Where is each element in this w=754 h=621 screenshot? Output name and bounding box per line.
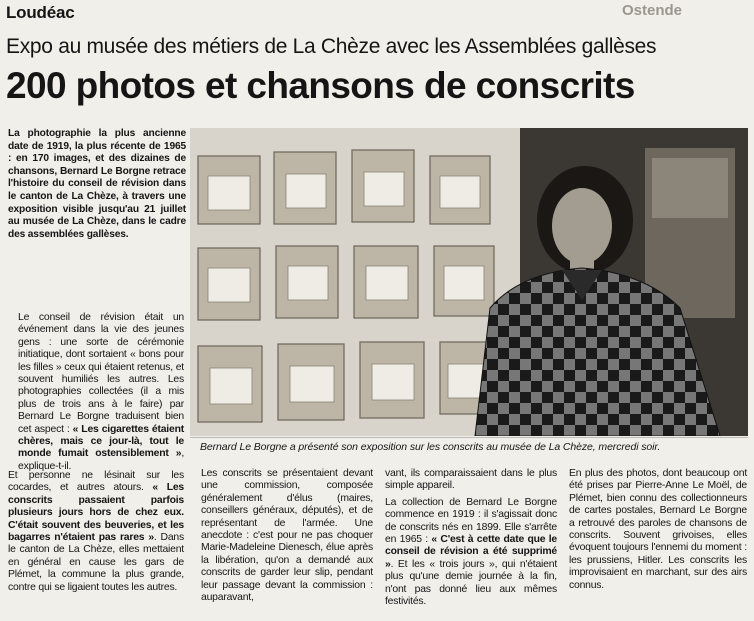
article-column-1-cont — [8, 470, 184, 598]
column-4-paragraph: En plus des photos, dont beaucoup ont été prises par Pierre-Anne Le Moël, de Plémet, bien connu des collectionneurs de cartes postales, Bernard Le Borgne a retrouvé des paroles de chansons de conscrits. Souvent grivoises, elles évoquent toujours l'ennemi du moment : les prussiens, Hitler. Les conscrits les improvisaient en marchant, sur des airs connus. — [569, 468, 747, 591]
column-3-text-end: . Et les « trois jours », qui n'étaient plus qu'une demie journée à la fin, n'ont pas donné lieu aux mêmes festivités. — [385, 558, 557, 608]
article-subtitle: Expo au musée des métiers de La Chèze avec les Assemblées gallèses — [6, 35, 657, 58]
column-3-text: La collection de Bernard Le Borgne commence en 1919 : il s'agissait donc de conscrits nés en 1899. Elle s'arrête en 1965 : — [385, 496, 557, 546]
article-column-2 — [201, 468, 373, 608]
column-1-text-end: , explique-t-il. — [18, 448, 184, 472]
column-3-quote: « C'est à cette date que le conseil de révision a été supprimé » — [385, 534, 557, 570]
exhibition-photo — [190, 128, 748, 436]
column-1-p2-text: Et personne ne lésinait sur les cocardes, et autres atours. — [8, 470, 184, 494]
photo-caption: Bernard Le Borgne a présenté son exposition sur les conscrits au musée de La Chèze, mercredi soir. — [200, 441, 661, 453]
column-1-p2-quote: « Les conscrits passaient parfois plusieurs jours hors de chez eux. C'était souvent des beuveries, et les bagarres n'étaient pas rares » — [8, 482, 184, 544]
article-column-3 — [385, 468, 557, 612]
column-1-paragraph-2 — [8, 470, 184, 594]
photo-rule — [190, 437, 748, 438]
article-headline: 200 photos et chansons de conscrits — [6, 65, 635, 106]
column-1-text: Le conseil de révision était un événement dans la vie des jeunes gens : une sorte de cérémonie initiatique, dont sortaient « bons pour les filles » ceux qui étaient retenus, et souvent humiliés les autres. Les photographies collectées (il a mis plus de trois ans à le faire) par Bernard Le Borgne traduisent bien cet aspect : — [18, 312, 184, 435]
location-kicker: Loudéac — [6, 3, 75, 22]
column-2-paragraph: Les conscrits se présentaient devant une commission, composée généralement d'élus (maires, conseillers généraux, députés), et de représentant de l'armée. Une anecdote : c'est pour ne pas choquer Marie-Madeleine Dienesch, élue après la libération, qu'on a demandé aux conscrits de garder leur slip, pendant leur passage devant la commission : auparavant, — [201, 468, 373, 604]
article-lead: La photographie la plus ancienne date de 1919, la plus récente de 1965 : en 170 images, et des dizaines de chansons, Bernard Le Borgne retrace l'histoire du conseil de révision dans le canton de La Chèze, à travers une exposition visible jusqu'au 21 juillet au musée de La Chèze, dans le cadre des assemblées gallèses. — [8, 128, 186, 240]
adjacent-article-bleed: Ostende — [622, 2, 683, 19]
column-1-p2-end: . Dans le canton de La Chèze, elles mettaient en général en cause les gars de Plémet, la commune la plus grande, contre qui se ligaient toutes les autres. — [8, 532, 184, 593]
column-1-quote: « Les cigarettes étaient chères, mais ce jour-là, tout le monde fumait ostensiblement » — [18, 423, 184, 460]
article-column-4 — [569, 468, 747, 596]
column-3-paragraph-1: vant, ils comparaissaient dans le plus simple appareil. — [385, 468, 557, 492]
article-column-1 — [18, 312, 184, 477]
exhibition-photo-illustration — [190, 128, 748, 436]
column-1-paragraph-1 — [18, 312, 184, 473]
column-3-paragraph-2 — [385, 497, 557, 609]
